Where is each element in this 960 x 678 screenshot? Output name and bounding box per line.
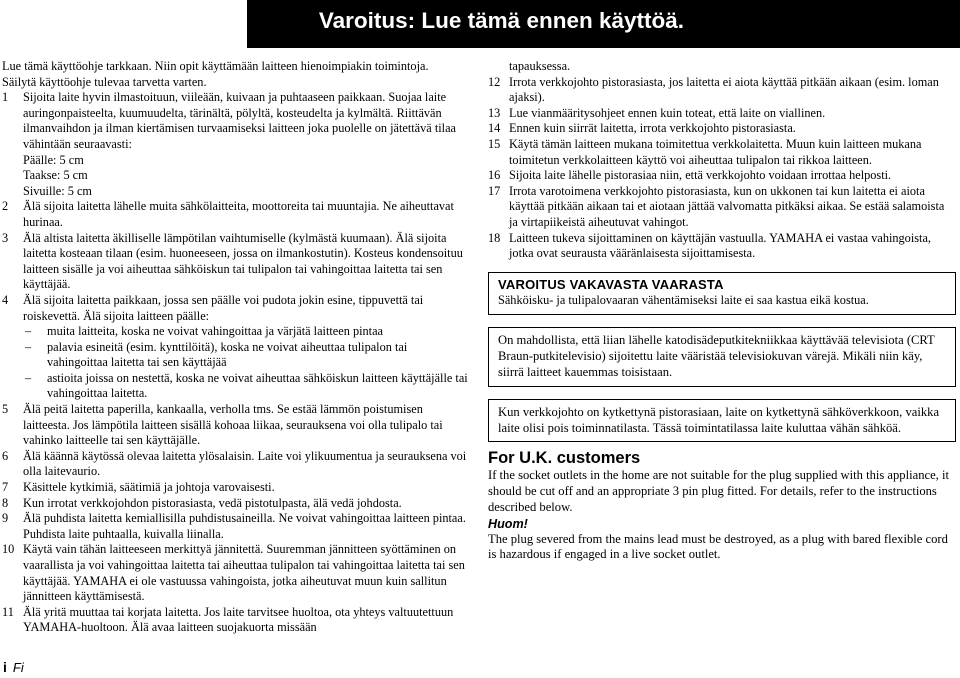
list-item bbox=[488, 137, 956, 168]
page-number: i bbox=[3, 659, 7, 675]
list-item bbox=[488, 121, 956, 137]
clearance-line: Taakse: 5 cm bbox=[23, 168, 88, 183]
list-item bbox=[488, 75, 956, 106]
crt-note-box: On mahdollista, että liian lähelle katodisädeputkitekniikkaa käyttävää televisiota (CRT Braun-putkitelevisio) sijoitettu laite vääristää televisiokuvan värejä. Mikäli niin käy, siirrä laitteet kauemmas toisistaan. bbox=[488, 327, 956, 386]
item-text: Ennen kuin siirrät laitetta, irrota verkkojohto pistorasiasta. bbox=[509, 121, 796, 136]
dash-item bbox=[23, 324, 470, 340]
item-text: Älä peitä laitetta paperilla, kankaalla, verholla tms. Se estää lämmön poistumisen laitteesta. Jos lämpötila laitteen sisällä kohoaa liikaa, seurauksena voi olla tulipalo tai vahinko laitteelle tai sen käyttäjälle. bbox=[23, 402, 443, 448]
list-item bbox=[2, 90, 470, 152]
item-text: Sijoita laite lähelle pistorasiaa niin, että verkkojohto voidaan irrottaa helposti. bbox=[509, 168, 892, 183]
list-item bbox=[2, 605, 470, 636]
page-header-bar bbox=[247, 0, 960, 48]
list-item bbox=[488, 231, 956, 262]
safety-list-right bbox=[488, 75, 956, 262]
item-number: 14 bbox=[488, 121, 501, 136]
right-column bbox=[488, 59, 956, 563]
list-item bbox=[2, 542, 470, 604]
item-number: 5 bbox=[2, 402, 9, 417]
item-number: 9 bbox=[2, 511, 9, 526]
item-number: 1 bbox=[2, 90, 9, 105]
list-item bbox=[2, 480, 470, 496]
item-text: Käytä tämän laitteen mukana toimitettua verkkolaitetta. Muun kuin laitteen mukana toimitetun verkkolaitteen käyttö voi aiheuttaa tulipalon tai rikkoa laitteen. bbox=[509, 136, 922, 167]
item-text: Älä puhdista laitetta kemiallisilla puhdistusaineilla. Ne voivat vahingoittaa laitteen pintaa. Puhdista laite puhtaalla, kuivalla liinalla. bbox=[23, 511, 466, 541]
list-item bbox=[488, 184, 956, 231]
continuation-text: tapauksessa. bbox=[509, 59, 571, 73]
item-number: 3 bbox=[2, 230, 9, 245]
list-item bbox=[2, 199, 470, 230]
huom-heading: Huom! bbox=[488, 516, 528, 531]
dash-marker: – bbox=[25, 339, 32, 354]
item-number: 11 bbox=[2, 604, 14, 619]
safety-list-left bbox=[2, 90, 470, 636]
dash-text: palavia esineitä (esim. kynttilöitä), koska ne voivat aiheuttaa tulipalon tai vahingoittaa laitetta tai sen käyttäjää bbox=[47, 339, 408, 370]
page-footer bbox=[3, 659, 24, 675]
item-number: 13 bbox=[488, 105, 501, 120]
dash-marker: – bbox=[25, 370, 32, 385]
item-text: Laitteen tukeva sijoittaminen on käyttäjän vastuulla. YAMAHA ei vastaa vahingoista, jotka ovat seurausta vääränlaisesta sijoittamisesta. bbox=[509, 230, 931, 261]
intro-line: Säilytä käyttöohje tulevaa tarvetta varten. bbox=[2, 74, 207, 89]
page-title: Varoitus: Lue tämä ennen käyttöä. bbox=[318, 8, 684, 33]
list-item bbox=[488, 106, 956, 122]
item-text: Älä altista laitetta äkilliselle lämpötilan vaihtumiselle (kylmästä kuumaan). Älä sijoita laitetta kosteaan tilaan (esim. huoneeseen, jossa on ilmankostutin). Kosteus kondensoituu laitteen sisälle ja voi aiheuttaa sähköiskun tai tulipalon tai vahingoittaa laitetta tai sen käyttäjää. bbox=[23, 230, 463, 292]
item-text: Käsittele kytkimiä, säätimiä ja johtoja varovaisesti. bbox=[23, 480, 275, 495]
list-item bbox=[488, 168, 956, 184]
item-number: 17 bbox=[488, 183, 501, 198]
intro-line: Lue tämä käyttöohje tarkkaan. Niin opit käyttämään laitteen hienoimpiakin toimintoja. bbox=[2, 59, 429, 73]
list-item bbox=[2, 231, 470, 293]
item-number: 2 bbox=[2, 199, 9, 214]
item-text: Älä käännä käytössä olevaa laitetta ylösalaisin. Laite voi ylikuumentua ja seurauksena voi olla laitevaurio. bbox=[23, 448, 467, 479]
item-number: 18 bbox=[488, 230, 501, 245]
item-number: 6 bbox=[2, 448, 9, 463]
item-number: 12 bbox=[488, 74, 501, 89]
list-item bbox=[2, 496, 470, 512]
uk-customers-heading: For U.K. customers bbox=[488, 449, 641, 468]
uk-paragraph: If the socket outlets in the home are not suitable for the plug supplied with this appliance, it should be cut off and an appropriate 3 pin plug fitted. For details, refer to the instructions described below. bbox=[488, 468, 949, 514]
list-item bbox=[2, 293, 470, 324]
standby-note-box: Kun verkkojohto on kytkettynä pistorasiaan, laite on kytkettynä sähköverkkoon, vaikka laite olisi pois toiminnatilasta. Tässä toimintatilassa laite kuluttaa vähän sähköä. bbox=[488, 399, 956, 443]
item-text: Irrota verkkojohto pistorasiasta, jos laitetta ei aiota käyttää pitkään aikaan (esim. loman ajaksi). bbox=[509, 74, 939, 105]
item-text: Kun irrotat verkkojohdon pistorasiasta, vedä pistotulpasta, älä vedä johdosta. bbox=[23, 495, 402, 510]
list-item bbox=[2, 511, 470, 542]
language-code: Fi bbox=[12, 660, 24, 675]
item-number: 4 bbox=[2, 292, 9, 307]
dash-item bbox=[23, 340, 470, 371]
item-number: 15 bbox=[488, 136, 501, 151]
clearance-line: Päälle: 5 cm bbox=[23, 152, 84, 167]
left-column bbox=[2, 59, 470, 636]
list-item bbox=[2, 449, 470, 480]
clearance-line: Sivuille: 5 cm bbox=[23, 183, 92, 198]
list-item bbox=[2, 402, 470, 449]
item-number: 7 bbox=[2, 480, 9, 495]
dash-text: muita laitteita, koska ne voivat vahingoittaa ja värjätä laitteen pintaa bbox=[47, 324, 383, 339]
item-text: Älä sijoita laitetta lähelle muita sähkölaitteita, moottoreita tai muuntajia. Ne aiheuttavat hurinaa. bbox=[23, 199, 454, 229]
item-number: 10 bbox=[2, 542, 15, 557]
item-text: Irrota varotoimena verkkojohto pistorasiasta, kun on ukkonen tai kun laitetta ei aiota käyttää pitkään aikaan tai et aiotaan jättää valvomatta pitkäksi aikaa. Se estää salamoista ja virtapiikeistä aiheutuvat vahingot. bbox=[509, 183, 945, 229]
warning-text: Sähköisku- ja tulipalovaaran vähentämiseksi laite ei saa kastua eikä kostua. bbox=[498, 292, 869, 307]
item-text: Älä yritä muuttaa tai korjata laitetta. Jos laite tarvitsee huoltoa, ota yhteys valtuutettuun YAMAHA-huoltoon. Älä avaa laitteen suojakuorta missään bbox=[23, 604, 454, 635]
dash-text: astioita joissa on nestettä, koska ne voivat aiheuttaa sähköiskun laitteen käyttäjälle tai vahingoittaa laitetta. bbox=[47, 370, 468, 401]
item-text: Sijoita laite hyvin ilmastoituun, viileään, kuivaan ja puhtaaseen paikkaan. Suojaa laite auringonpaisteelta, kuumuudelta, tärinältä, pölyltä, kosteudelta ja kylmältä. Riittävän ilmanvaihdon ja ilman kiertämisen turvaamiseksi laitteen joka puolelle on jätettävä tilaa vähintään seuraavasti: bbox=[23, 90, 456, 151]
item-number: 16 bbox=[488, 168, 501, 183]
item-number: 8 bbox=[2, 495, 9, 510]
item-text: Lue vianmääritysohjeet ennen kuin toteat, että laite on viallinen. bbox=[509, 105, 826, 120]
warning-box bbox=[488, 272, 956, 316]
warning-title: VAROITUS VAKAVASTA VAARASTA bbox=[498, 276, 724, 292]
dash-item bbox=[23, 371, 470, 402]
item-text: Käytä vain tähän laitteeseen merkittyä jännitettä. Suuremman jännitteen syöttäminen on vaarallista ja voi vahingoittaa laitetta tai aiheuttaa tulipalon tai vahingoittaa laitetta tai sen käyttäjää. YAMAHA ei ole vastuussa vahingoista, jotka aiheutuvat muun kuin sallitun jännitteen käyttämisestä. bbox=[23, 542, 465, 604]
uk-paragraph-2: The plug severed from the mains lead must be destroyed, as a plug with bared flexible cord is hazardous if engaged in a live socket outlet. bbox=[488, 531, 948, 562]
dash-marker: – bbox=[25, 324, 32, 339]
item-text: Älä sijoita laitetta paikkaan, jossa sen päälle voi pudota jokin esine, tippuvettä tai roiskevettä. Älä sijoita laitteen päälle: bbox=[23, 292, 424, 323]
